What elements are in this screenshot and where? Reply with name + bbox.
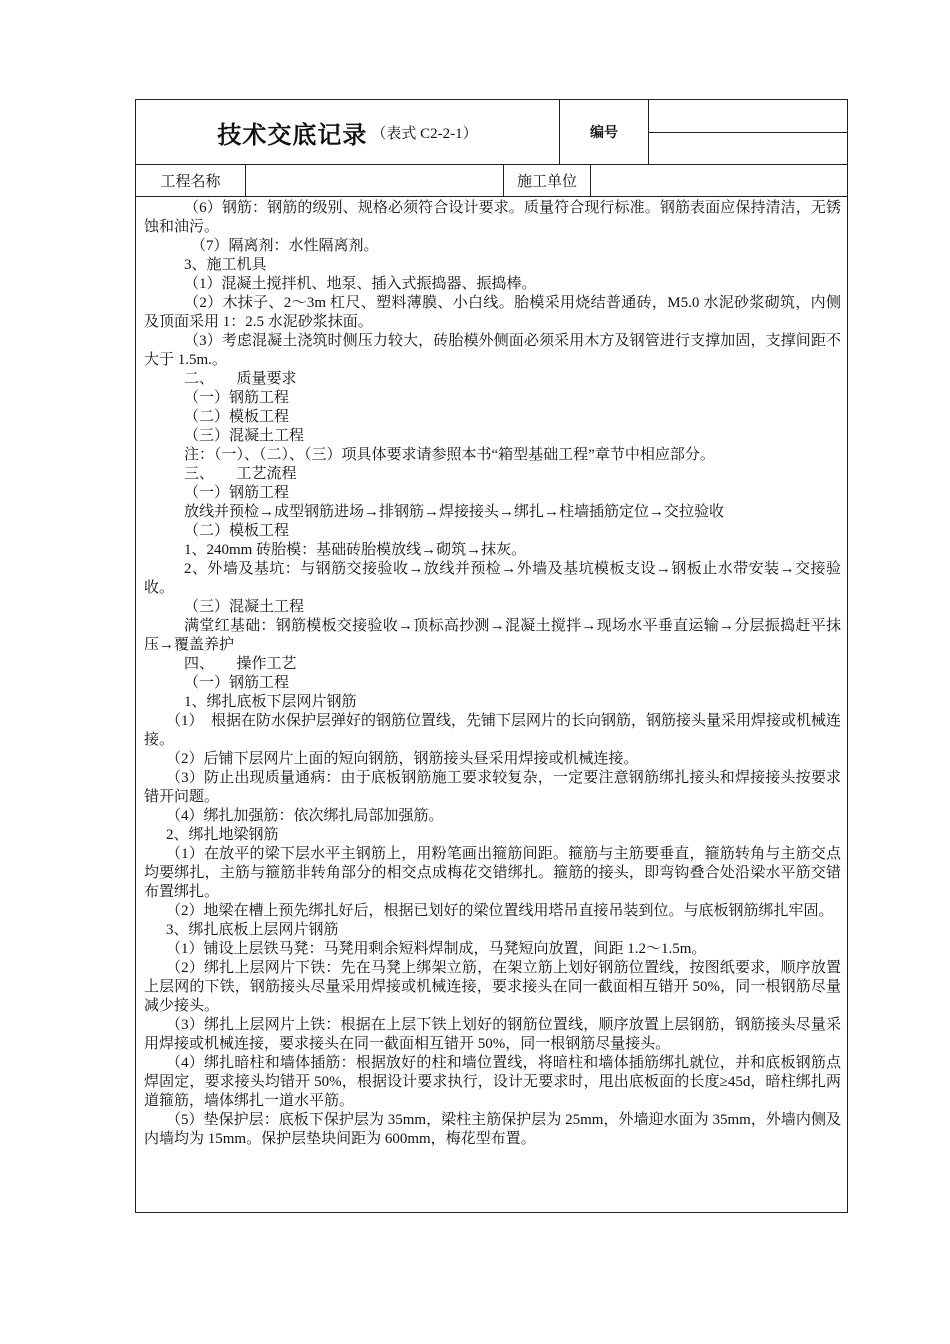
content-paragraph: 3、绑扎底板上层网片钢筋	[166, 922, 339, 938]
content-paragraph: （一）钢筋工程	[184, 390, 290, 406]
content-paragraph: （一）钢筋工程	[184, 485, 290, 501]
content-paragraph: 2、外墙及基坑：与钢筋交接验收→放线并预检→外墙及基坑模板支设→钢板止水带安装→交接验收。	[144, 561, 841, 596]
content-paragraph: 二、 质量要求	[184, 371, 297, 387]
content-paragraph: （3）绑扎上层网片上铁：根据在上层下铁上划好的钢筋位置线，顺序放置上层钢筋，钢筋接头尽量采用焊接或机械连接，要求接头在同一截面相互错开 50%，同一根钢筋尽量接头。	[144, 1017, 841, 1052]
content-paragraph: （3）考虑混凝土浇筑时侧压力较大，砖胎模外侧面必须采用木方及钢管进行支撑加固，支撑间距不大于 1.5m.。	[144, 333, 841, 368]
content-paragraph: （7）隔离剂：水性隔离剂。	[191, 238, 379, 254]
content-paragraph: 放线并预检→成型钢筋进场→排钢筋→焊接接头→绑扎→柱墙插筋定位→交拉验收	[184, 504, 725, 520]
project-name-label: 工程名称	[136, 165, 246, 196]
content-paragraph: 2、绑扎地梁钢筋	[166, 827, 279, 843]
content-paragraph: 注：（一）、（二）、（三）项具体要求请参照本书“箱型基础工程”章节中相应部分。	[184, 447, 715, 463]
content-paragraph: （2）绑扎上层网片下铁：先在马凳上绑架立筋，在架立筋上划好钢筋位置线，按图纸要求，顺序放置上层网的下铁，钢筋接头尽量采用焊接或机械连接，要求接头在同一截面相互错开 50%，同一根钢筋尽量减少接头。	[144, 960, 841, 1014]
content-paragraph: 1、绑扎底板下层网片钢筋	[184, 694, 357, 710]
content-paragraph: （6）钢筋：钢筋的级别、规格必须符合设计要求。质量符合现行标准。钢筋表面应保持清洁，无锈蚀和油污。	[144, 200, 841, 235]
content-paragraph: （三）混凝土工程	[184, 599, 305, 615]
content-paragraph: 3、施工机具	[184, 257, 267, 273]
content-paragraph: （二）模板工程	[184, 523, 290, 539]
number-value-1[interactable]	[649, 100, 847, 133]
content-paragraph: （2）木抹子、2～3m 杠尺、塑料薄膜、小白线。胎模采用烧结普通砖，M5.0 水泥砂浆砌筑，内侧及顶面采用 1：2.5 水泥砂浆抹面。	[144, 295, 841, 330]
content-paragraph: （4）绑扎加强筋：依次绑扎局部加强筋。	[166, 808, 444, 824]
content-paragraph: （4）绑扎暗柱和墙体插筋：根据放好的柱和墙位置线，将暗柱和墙体插筋绑扎就位，并和底板钢筋点焊固定，要求接头均错开 50%，根据设计要求执行，设计无要求时，甩出底板面的长度≥45d，暗柱绑扎两道箍筋，墙体绑扎一道水平筋。	[144, 1055, 841, 1109]
form-header	[136, 100, 847, 165]
content-paragraph: 1、240mm 砖胎模：基础砖胎模放线→砌筑→抹灰。	[184, 542, 527, 558]
form-title: 技术交底记录	[217, 120, 368, 149]
project-info-row	[136, 165, 847, 197]
construction-unit-label: 施工单位	[504, 165, 591, 196]
number-label: 编号	[560, 100, 649, 164]
content-paragraph: （1）铺设上层铁马凳：马凳用剩余短料焊制成，马凳短向放置，间距 1.2～1.5m。	[166, 941, 707, 957]
form-code: （表式 C2-2-1）	[371, 125, 478, 142]
technical-disclosure-form	[135, 99, 848, 1213]
project-name-value[interactable]	[246, 165, 504, 196]
content-paragraph: （1）在放平的梁下层水平主钢筋上，用粉笔画出箍筋间距。箍筋与主筋要垂直，箍筋转角与主筋交点均要绑扎，主筋与箍筋非转角部分的相交点成梅花交错绑扎。箍筋的接头，即弯钩叠合处沿梁水平筋交错布置绑扎。	[144, 846, 841, 900]
content-paragraph: 三、 工艺流程	[184, 466, 297, 482]
disclosure-content	[136, 197, 847, 1212]
content-paragraph: （3）防止出现质量通病：由于底板钢筋施工要求较复杂，一定要注意钢筋绑扎接头和焊接接头按要求错开问题。	[144, 770, 841, 805]
content-paragraph: 四、 操作工艺	[184, 656, 297, 672]
number-value-cells	[649, 100, 847, 164]
content-paragraph: （三）混凝土工程	[184, 428, 305, 444]
content-paragraph: （1）混凝土搅拌机、地泵、插入式振捣器、振捣棒。	[184, 276, 537, 292]
content-paragraph: （2）地梁在槽上预先绑扎好后，根据已划好的梁位置线用塔吊直接吊装到位。与底板钢筋绑扎牢固。	[166, 903, 834, 919]
content-paragraph: （2）后铺下层网片上面的短向钢筋，钢筋接头昼采用焊接或机械连接。	[166, 751, 639, 767]
content-paragraph: 满堂红基础：钢筋模板交接验收→顶标高抄测→混凝土搅拌→现场水平垂直运输→分层振捣赶平抹压→覆盖养护	[144, 618, 841, 653]
construction-unit-value[interactable]	[591, 165, 847, 196]
form-title-cell	[136, 100, 560, 164]
content-paragraph: （一）钢筋工程	[184, 675, 290, 691]
number-value-2[interactable]	[649, 133, 847, 165]
content-paragraph: （二）模板工程	[184, 409, 290, 425]
content-paragraph: （1） 根据在防水保护层弹好的钢筋位置线，先铺下层网片的长向钢筋，钢筋接头量采用焊接或机械连接。	[144, 713, 842, 748]
content-paragraph: （5）垫保护层：底板下保护层为 35mm，梁柱主筋保护层为 25mm，外墙迎水面为 35mm，外墙内侧及内墙均为 15mm。保护层垫块间距为 600mm，梅花型布置。	[144, 1112, 841, 1147]
